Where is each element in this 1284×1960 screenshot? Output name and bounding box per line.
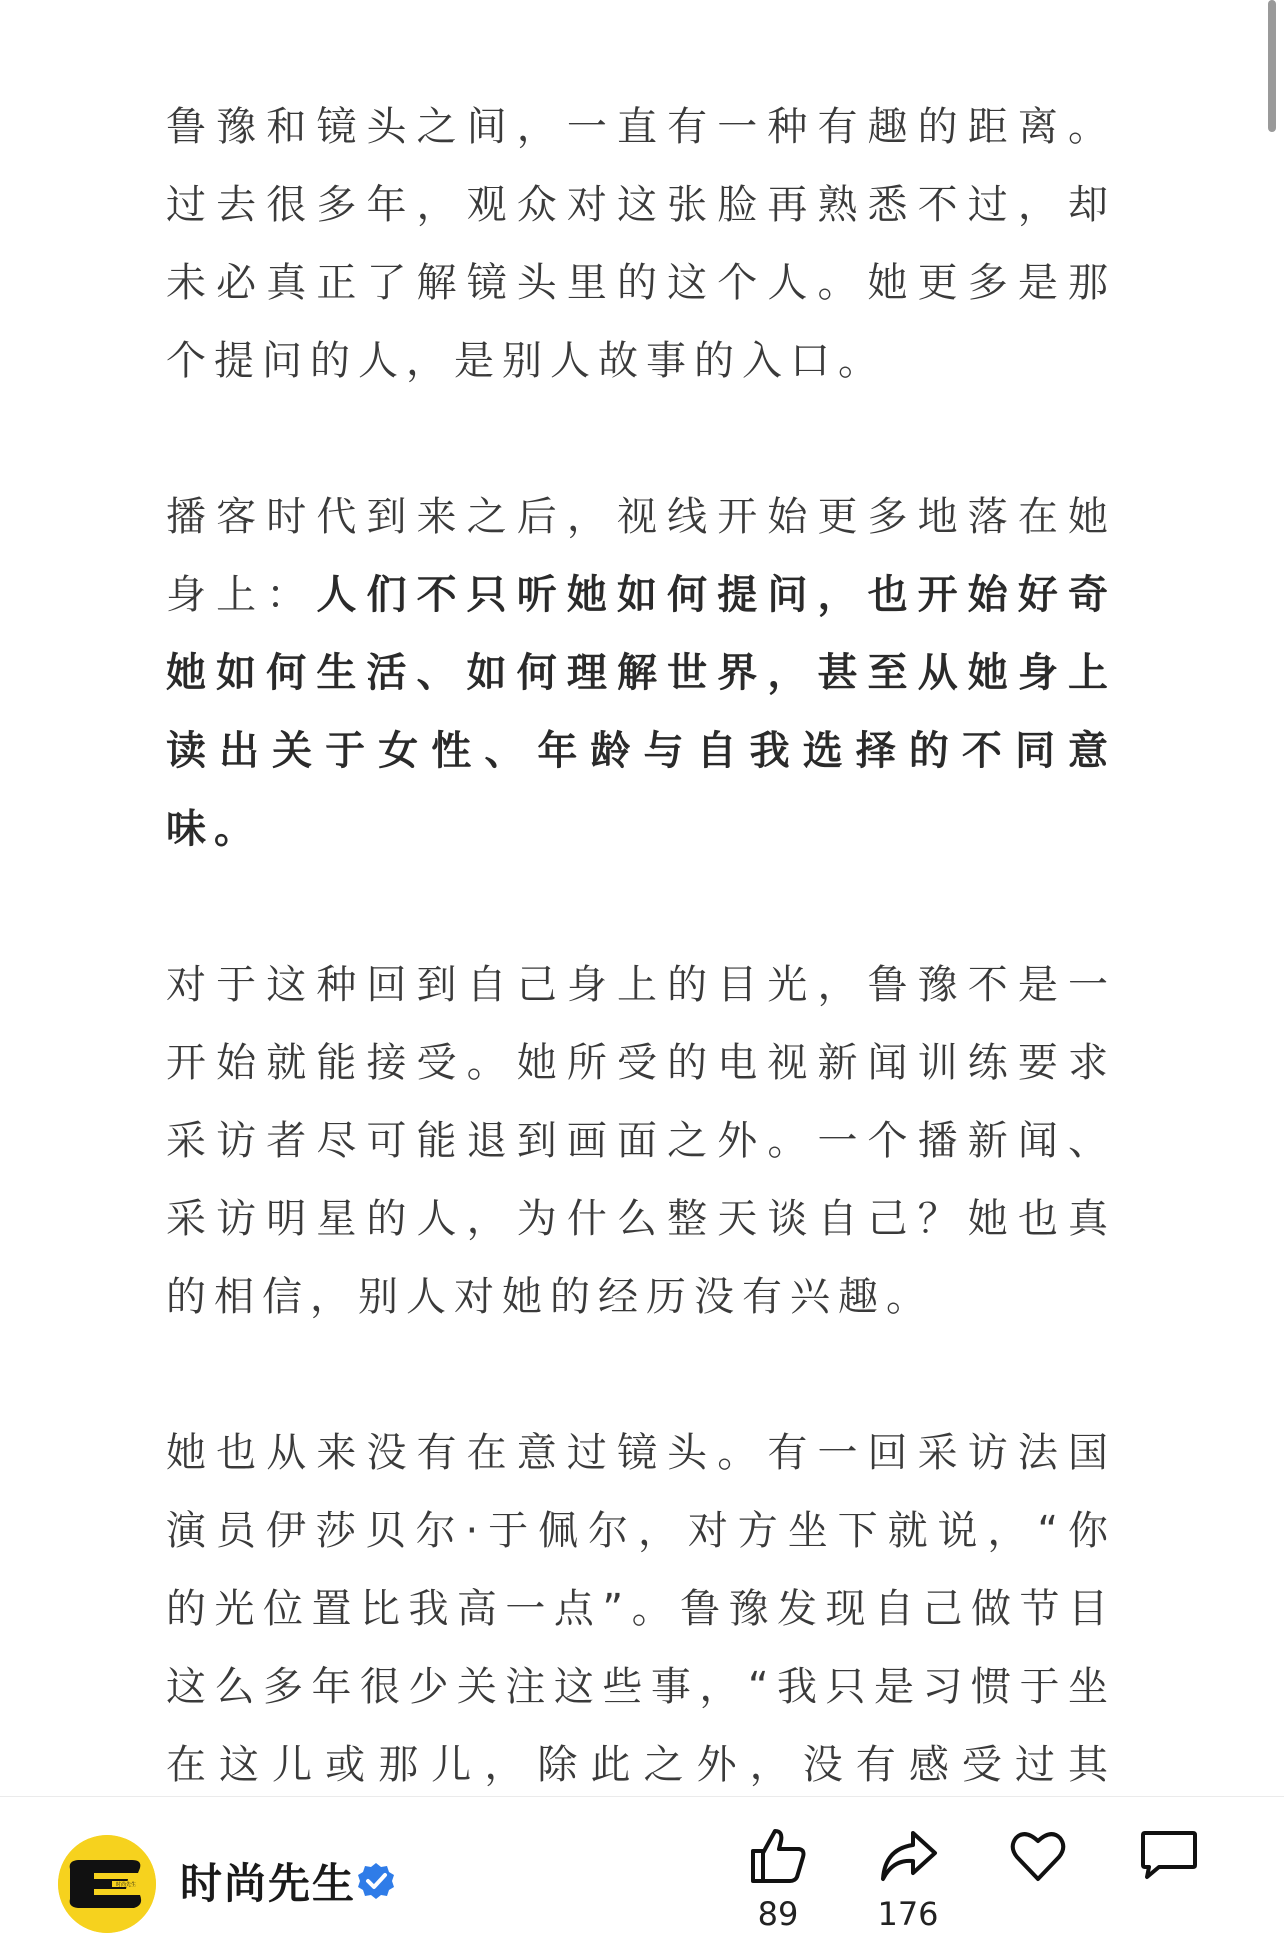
paragraph-text: 对于这种回到自己身上的目光，鲁豫不是一开始就能接受。她所受的电视新闻训练要求采访者尽可能退到画面之外。一个播新闻、采访明星的人，为什么整天谈自己？她也真的相信，别人对她的经历没有兴趣。 xyxy=(166,962,1116,1320)
like-button[interactable] xyxy=(723,1825,833,1945)
share-arrow-icon xyxy=(877,1825,939,1887)
heart-icon xyxy=(1007,1825,1069,1887)
favorite-button[interactable] xyxy=(983,1825,1093,1945)
thumbs-up-icon xyxy=(747,1825,809,1887)
esquire-e-logo-icon xyxy=(58,1835,156,1933)
article-paragraph-3 xyxy=(166,946,1116,1336)
share-button[interactable] xyxy=(853,1825,963,1945)
paragraph-text: 她也从来没有在意过镜头。有一回采访法国演员伊莎贝尔·于佩尔，对方坐下就说，“你的光位置比我高一点”。鲁豫发现自己做节目这么多年很少关注这些事，“我只是习惯于坐在这儿或那儿，除此之外，没有感受过其 xyxy=(166,1430,1116,1788)
author-name[interactable]: 时尚先生 xyxy=(180,1859,357,1908)
article-body xyxy=(166,88,1116,1960)
scrollbar-thumb[interactable] xyxy=(1268,0,1276,132)
paragraph-text: 播客时代到来之后，视线开始更多地落在她身上： xyxy=(166,494,1116,618)
paragraph-text: 鲁豫和镜头之间，一直有一种有趣的距离。过去很多年，观众对这张脸再熟悉不过，却未必真正了解镜头里的这个人。她更多是那个提问的人，是别人故事的入口。 xyxy=(166,104,1116,384)
share-count: 176 xyxy=(877,1895,939,1933)
svg-text:时尚先生: 时尚先生 xyxy=(116,1882,137,1888)
author-avatar[interactable] xyxy=(58,1835,156,1933)
article-paragraph-2 xyxy=(166,478,1116,868)
verified-badge-icon xyxy=(356,1861,396,1901)
comment-bubble-icon xyxy=(1137,1825,1199,1887)
article-paragraph-1 xyxy=(166,88,1116,400)
comment-button[interactable] xyxy=(1113,1825,1223,1945)
paragraph-bold-text: 人们不只听她如何提问，也开始好奇她如何生活、如何理解世界，甚至从她身上读出关于女性、年龄与自我选择的不同意味。 xyxy=(166,572,1117,852)
bottom-action-bar xyxy=(0,1796,1284,1956)
like-count: 89 xyxy=(757,1895,799,1933)
